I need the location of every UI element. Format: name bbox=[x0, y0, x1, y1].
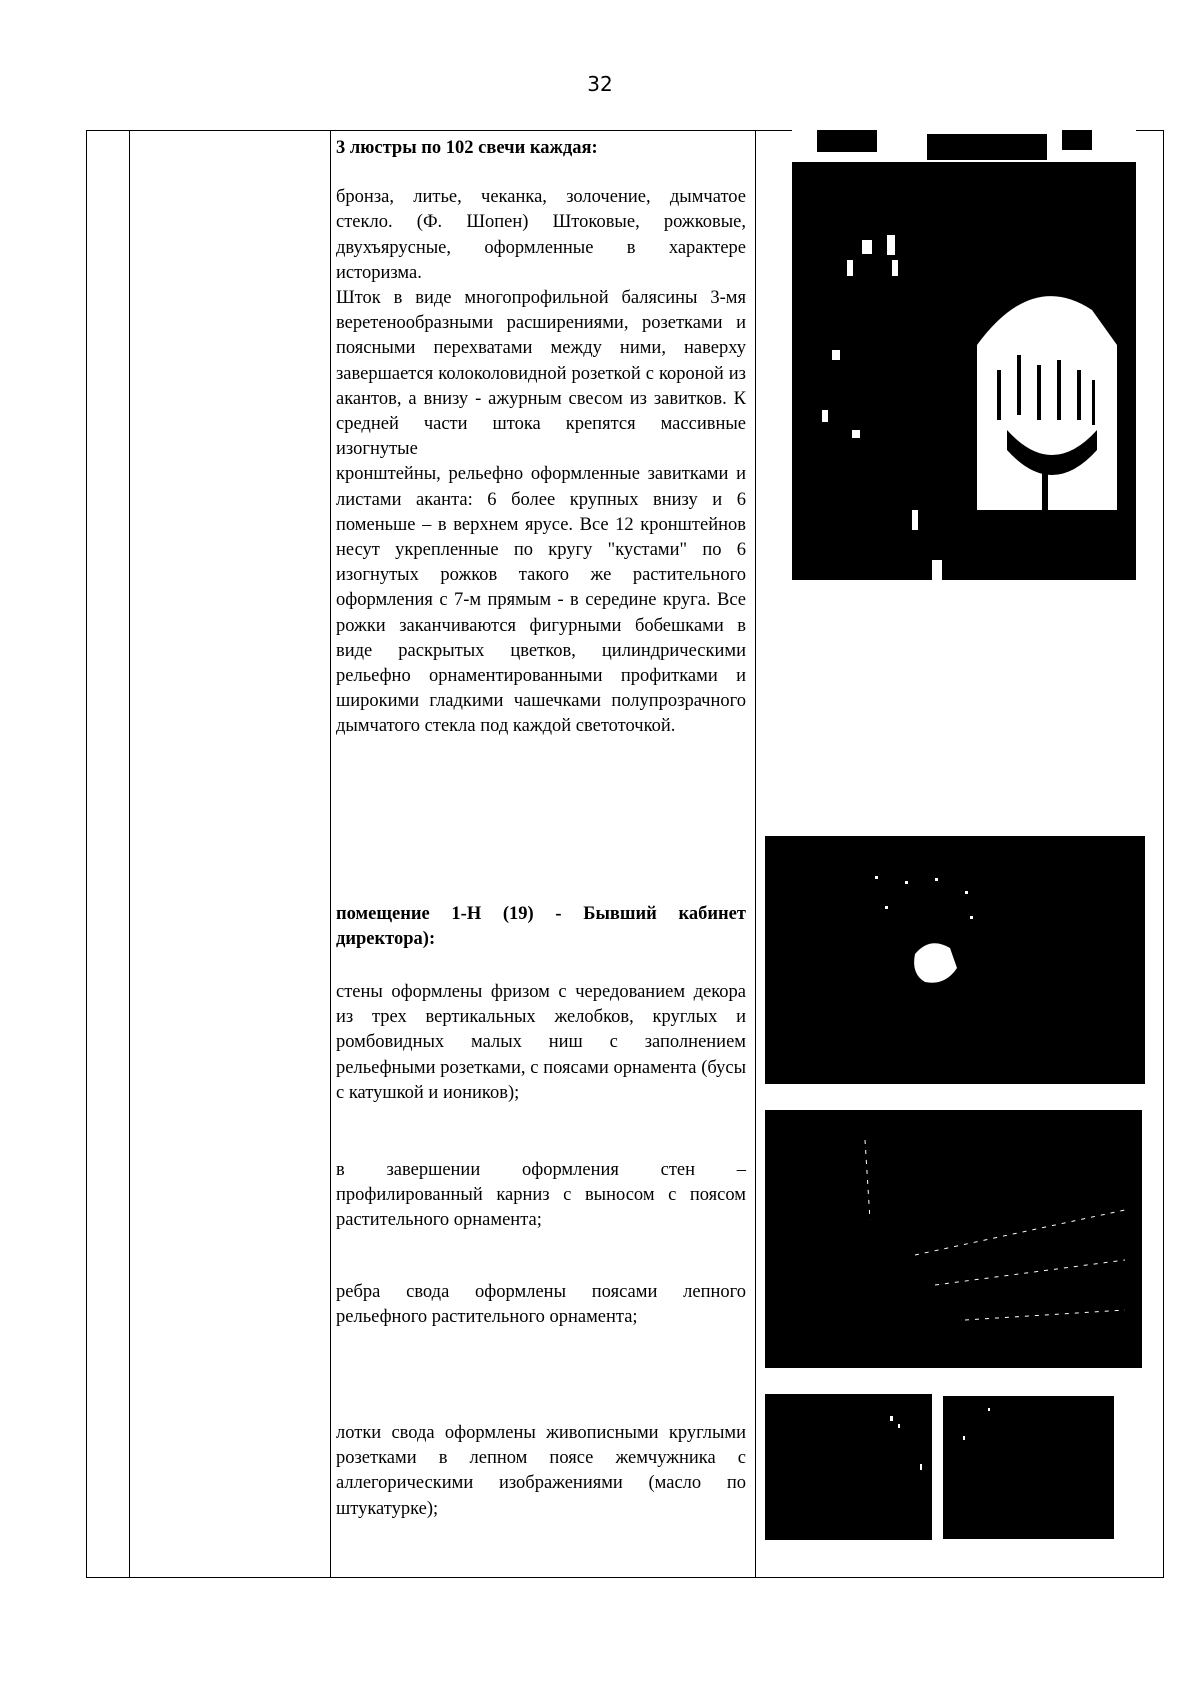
room-description-vault bbox=[336, 1421, 746, 1522]
room-ceiling-photo bbox=[765, 836, 1145, 1084]
paragraph: в завершении оформления стен – профилированный карниз с выносом с поясом растительного орнамента; bbox=[336, 1160, 746, 1231]
paragraph: бронза, литье, чеканка, золочение, дымчатое стекло. (Ф. Шопен) Штоковые, рожковые, двухъярусные, оформленные в характере историзма. bbox=[336, 187, 746, 283]
paragraph: Шток в виде многопрофильной балясины 3-мя веретенообразными расширениями, розетками и поясными перехватами между ними, наверху завершается колоколовидной розеткой с короной из акантов, а внизу - ажурным свесом из завитков. К средней части штока крепятся массивные изогнутые bbox=[336, 288, 746, 460]
paragraph: кронштейны, рельефно оформленные завитками и листами аканта: 6 более крупных внизу и 6 поменьше – в верхнем ярусе. Все 12 кронштейнов несут укрепленные по кругу "кустами" по 6 изогнутых рожков такого же растительного оформления с 7-м прямым - в середине круга. Все рожки заканчиваются фигурными бобешками в виде раскрытых цветков, цилиндрическими рельефно орнаментированными профитками и широкими гладкими чашечками полупрозрачного дымчатого стекла под каждой светоточкой. bbox=[336, 464, 746, 737]
room-description-walls bbox=[336, 980, 746, 1106]
room-heading-block bbox=[336, 902, 746, 952]
column-divider-3 bbox=[755, 131, 756, 1577]
column-divider-1 bbox=[129, 131, 130, 1577]
paragraph: ребра свода оформлены поясами лепного рельефного растительного орнамента; bbox=[336, 1282, 746, 1328]
vault-photo-right bbox=[943, 1396, 1114, 1539]
column-divider-2 bbox=[330, 131, 331, 1577]
section-heading-chandeliers: 3 люстры по 102 свечи каждая: bbox=[336, 138, 598, 158]
cornice-photo bbox=[765, 1110, 1142, 1368]
room-description-ribs bbox=[336, 1280, 746, 1330]
section-heading-room: помещение 1-Н (19) - Бывший кабинет директора): bbox=[336, 904, 746, 950]
paragraph: лотки свода оформлены живописными круглыми розетками в лепном поясе жемчужника с аллегорическими изображениями (масло по штукатурке); bbox=[336, 1423, 746, 1519]
page-number: 32 bbox=[587, 72, 613, 96]
chandelier-description bbox=[336, 136, 746, 740]
room-description-cornice bbox=[336, 1158, 746, 1234]
chandelier-photo bbox=[792, 130, 1136, 580]
paragraph: стены оформлены фризом с чередованием декора из трех вертикальных желобков, круглых и ромбовидных малых ниш с заполнением рельефными розетками, с поясами орнамента (бусы с катушкой и иоников); bbox=[336, 982, 746, 1103]
vault-photo-left bbox=[765, 1394, 932, 1540]
